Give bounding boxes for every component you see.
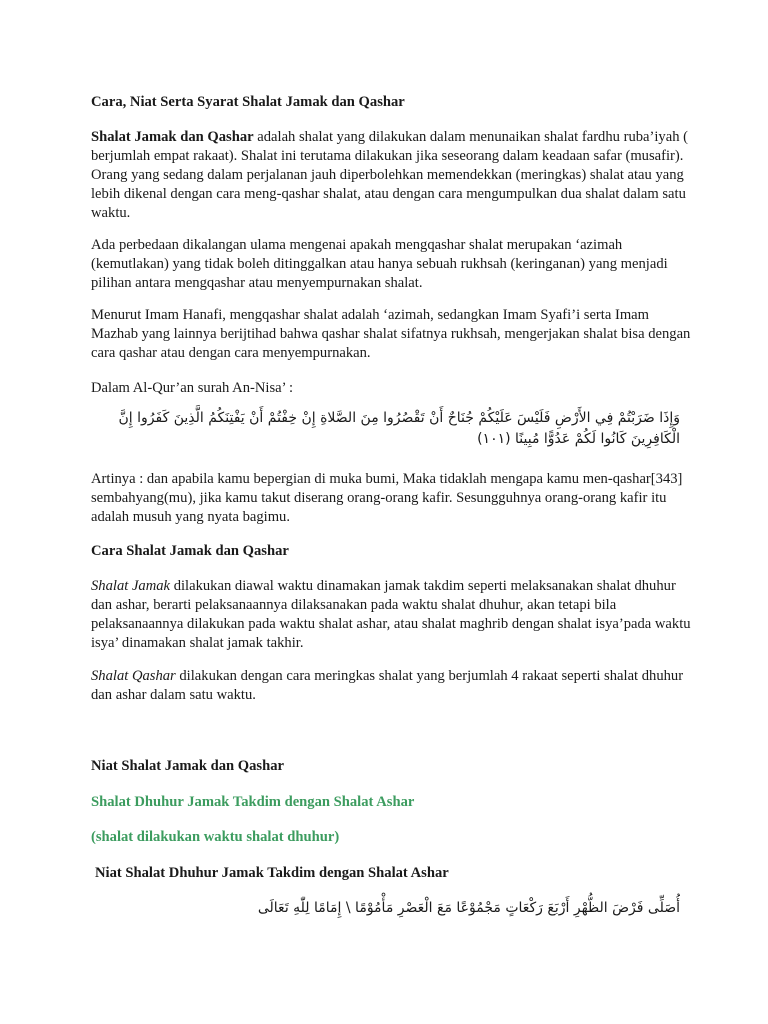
paragraph-quran-reference: Dalam Al-Qur’an surah An-Nisa’ : (91, 380, 294, 396)
subheading-waktu-dhuhur: (shalat dilakukan waktu shalat dhuhur) (91, 829, 340, 845)
paragraph-shalat-qashar (91, 667, 691, 705)
jamak-term: Shalat Jamak (91, 578, 171, 594)
document-title: Cara, Niat Serta Syarat Shalat Jamak dan Qashar (91, 94, 405, 110)
definition-term: Shalat Jamak dan Qashar (91, 129, 254, 145)
paragraph-translation: Artinya : dan apabila kamu bepergian di muka bumi, Maka tidaklah mengapa kamu men-qashar[343] sembahyang(mu), jika kamu takut diserang orang-orang kafir. Sesungguhnya orang-orang kafir itu adalah musuh yang nyata bagimu. (91, 471, 683, 525)
paragraph-shalat-jamak (91, 577, 691, 653)
subheading-dhuhur-jamak-takdim: Shalat Dhuhur Jamak Takdim dengan Shalat Ashar (91, 794, 415, 810)
arabic-niat: أُصَلِّى فَرْضَ الظُّهْرِ أَرْبَعَ رَكْعَاتٍ مَجْمُوْعًا مَعَ الْعَصْرِ مَأْمُوْمًا \ إِمَامًا لِلّٰهِ تَعَالَى (257, 900, 680, 916)
jamak-text: dilakukan diawal waktu dinamakan jamak takdim seperti melaksanakan shalat dhuhur dan ashar, berarti pelaksanaannya dilaksanakan pada waktu shalat dhuhur, akan tetapi bila pelaksanaannya dilakukan pada waktu shalat ashar, atau shalat maghrib dengan shalat isya’pada waktu isya’ dinamakan shalat jamak takhir. (91, 578, 691, 651)
paragraph-definition (91, 128, 691, 223)
qashar-term: Shalat Qashar (91, 668, 176, 684)
paragraph-imam-opinions: Menurut Imam Hanafi, mengqashar shalat adalah ‘azimah, sedangkan Imam Syafi’i serta Imam Mazhab yang lainnya berijtihad bahwa qashar shalat sifatnya rukhsah, mengerjakan shalat bisa dengan cara qashar atau dengan cara menyempurnakan. (91, 307, 691, 361)
qashar-text: dilakukan dengan cara meringkas shalat yang berjumlah 4 rakaat seperti shalat dhuhur dan ashar dalam satu waktu. (91, 668, 684, 703)
paragraph-ulama-difference: Ada perbedaan dikalangan ulama mengenai apakah mengqashar shalat merupakan ‘azimah (kemutlakan) yang tidak boleh ditinggalkan atau hanya sebuah rukhsah (keringanan) yang menjadi pilihan antara mengqashar atau menyempurnakan shalat. (91, 237, 668, 291)
definition-text: adalah shalat yang dilakukan dalam menunaikan shalat fardhu ruba’iyah ( berjumlah empat rakaat). Shalat ini terutama dilakukan jika seseorang dalam keadaan safar (musafir). Orang yang sedang dalam perjalanan jauh diperbolehkan memendekkan (meringkas) shalat atau yang lebih dikenal dengan cara meng-qashar shalat, atau dengan cara mengumpulkan dua shalat dalam satu waktu. (91, 129, 689, 221)
section-heading-cara: Cara Shalat Jamak dan Qashar (91, 543, 289, 559)
arabic-verse: وَإِذَا ضَرَبْتُمْ فِي الأَرْضِ فَلَيْسَ عَلَيْكُمْ جُنَاحٌ أَنْ تَقْصُرُوا مِنَ الصَّلاةِ إِنْ خِفْتُمْ أَنْ يَفْتِنَكُمُ الَّذِينَ كَفَرُوا إِنَّ الْكَافِرِينَ كَانُوا لَكُمْ عَدُوًّا مُبِينًا (١٠١) (118, 410, 680, 447)
section-heading-niat: Niat Shalat Jamak dan Qashar (91, 758, 284, 774)
subheading-niat-dhuhur: Niat Shalat Dhuhur Jamak Takdim dengan Shalat Ashar (95, 865, 449, 881)
